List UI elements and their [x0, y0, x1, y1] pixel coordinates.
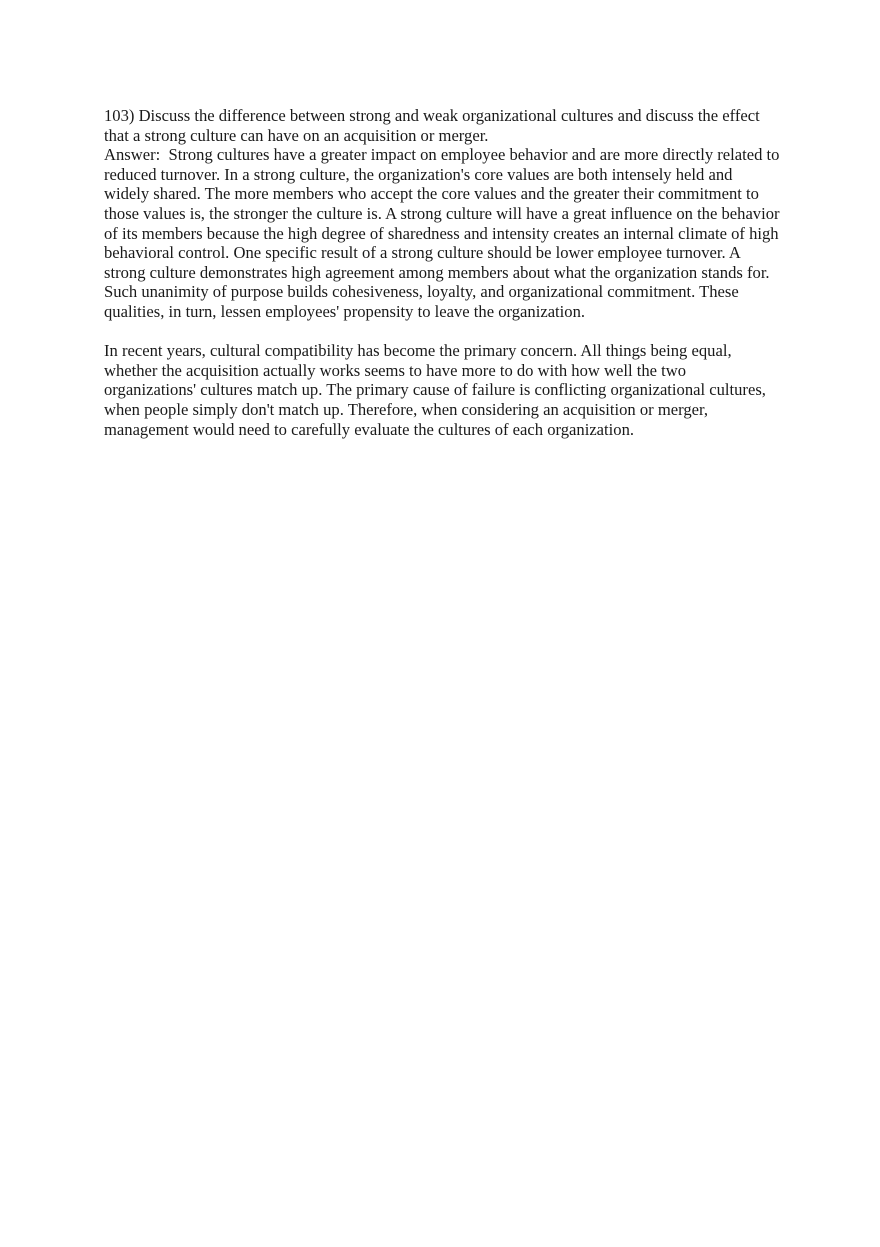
answer-paragraph-1: Answer: Strong cultures have a greater impact on employee behavior and are more directly related to reduced turnover. In a strong culture, the organization's core values are both intensely held and widely shared. The more members who accept the core values and the greater their commitment to those values is, the stronger the culture is. A strong culture will have a great influence on the behavior of its members because the high degree of sharedness and intensity creates an internal climate of high behavioral control. One specific result of a strong culture should be lower employee turnover. A strong culture demonstrates high agreement among members about what the organization stands for. Such unanimity of purpose builds cohesiveness, loyalty, and organizational commitment. These qualities, in turn, lessen employees' propensity to leave the organization.: [104, 145, 784, 321]
question-text: 103) Discuss the difference between strong and weak organizational cultures and discuss the effect that a strong culture can have on an acquisition or merger.: [104, 106, 760, 145]
question-answer-block: [104, 106, 784, 439]
answer-paragraph-2: In recent years, cultural compatibility has become the primary concern. All things being equal, whether the acquisition actually works seems to have more to do with how well the two organizations' cultures match up. The primary cause of failure is conflicting organizational cultures, when people simply don't match up. Therefore, when considering an acquisition or merger, management would need to carefully evaluate the cultures of each organization.: [104, 341, 766, 439]
